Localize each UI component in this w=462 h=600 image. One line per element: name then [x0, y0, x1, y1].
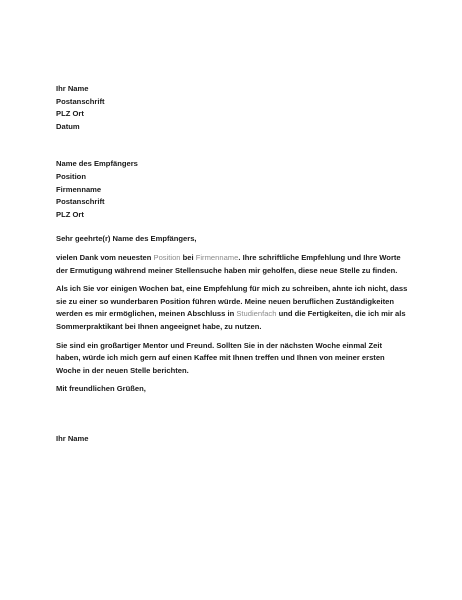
placeholder-position: Position — [153, 252, 181, 262]
recipient-name: Name des Empfängers — [56, 159, 138, 169]
paragraph-thanks-text-1: vielen Dank vom neuesten — [56, 252, 154, 262]
recipient-block — [56, 158, 408, 221]
placeholder-company: Firmenname — [195, 252, 239, 262]
recipient-position: Position — [56, 171, 86, 181]
paragraph-thanks-text-2: bei — [180, 252, 196, 262]
recipient-city: PLZ Ort — [56, 209, 84, 219]
sender-name: Ihr Name — [56, 84, 89, 93]
paragraph-recommendation-text-2: und die Fertigkeiten, die ich mir als Sommerpraktikant bei Ihnen angeeignet habe, zu nutzen. — [56, 309, 406, 331]
paragraph-recommendation — [56, 283, 408, 333]
recipient-address: Postanschrift — [56, 197, 105, 207]
sender-address: Postanschrift — [56, 96, 105, 106]
paragraph-mentor: Sie sind ein großartiger Mentor und Freund. Sollten Sie in der nächsten Woche einmal Zeit haben, würde ich mich gern auf einen Kaffee mit Ihnen treffen und Ihnen von meiner ersten Woche in der neuen Stelle berichten. — [56, 340, 385, 375]
letter-body — [56, 83, 408, 445]
paragraph-thanks — [56, 252, 408, 277]
placeholder-subject: Studienfach — [236, 309, 277, 319]
sender-block — [56, 83, 408, 133]
closing: Mit freundlichen Grüßen, — [56, 384, 146, 394]
signature-name: Ihr Name — [56, 433, 89, 443]
salutation: Sehr geehrte(r) Name des Empfängers, — [56, 234, 197, 244]
paragraph-recommendation-text-1: Als ich Sie vor einigen Wochen bat, eine Empfehlung für mich zu schreiben, ahnte ich nicht, dass sie zu einer so wunderbaren Position führen würde. Meine neuen beruflichen Zuständigkeiten werden es mir ermöglichen, meinen Abschluss in — [56, 284, 408, 319]
letter-date: Datum — [56, 121, 80, 131]
paragraph-thanks-text-3: . Ihre schriftliche Empfehlung und Ihre Worte der Ermutigung während meiner Stellensuche haben mir geholfen, diese neue Stelle zu finden. — [56, 252, 401, 275]
recipient-company: Firmenname — [56, 184, 102, 194]
sender-city: PLZ Ort — [56, 109, 84, 119]
